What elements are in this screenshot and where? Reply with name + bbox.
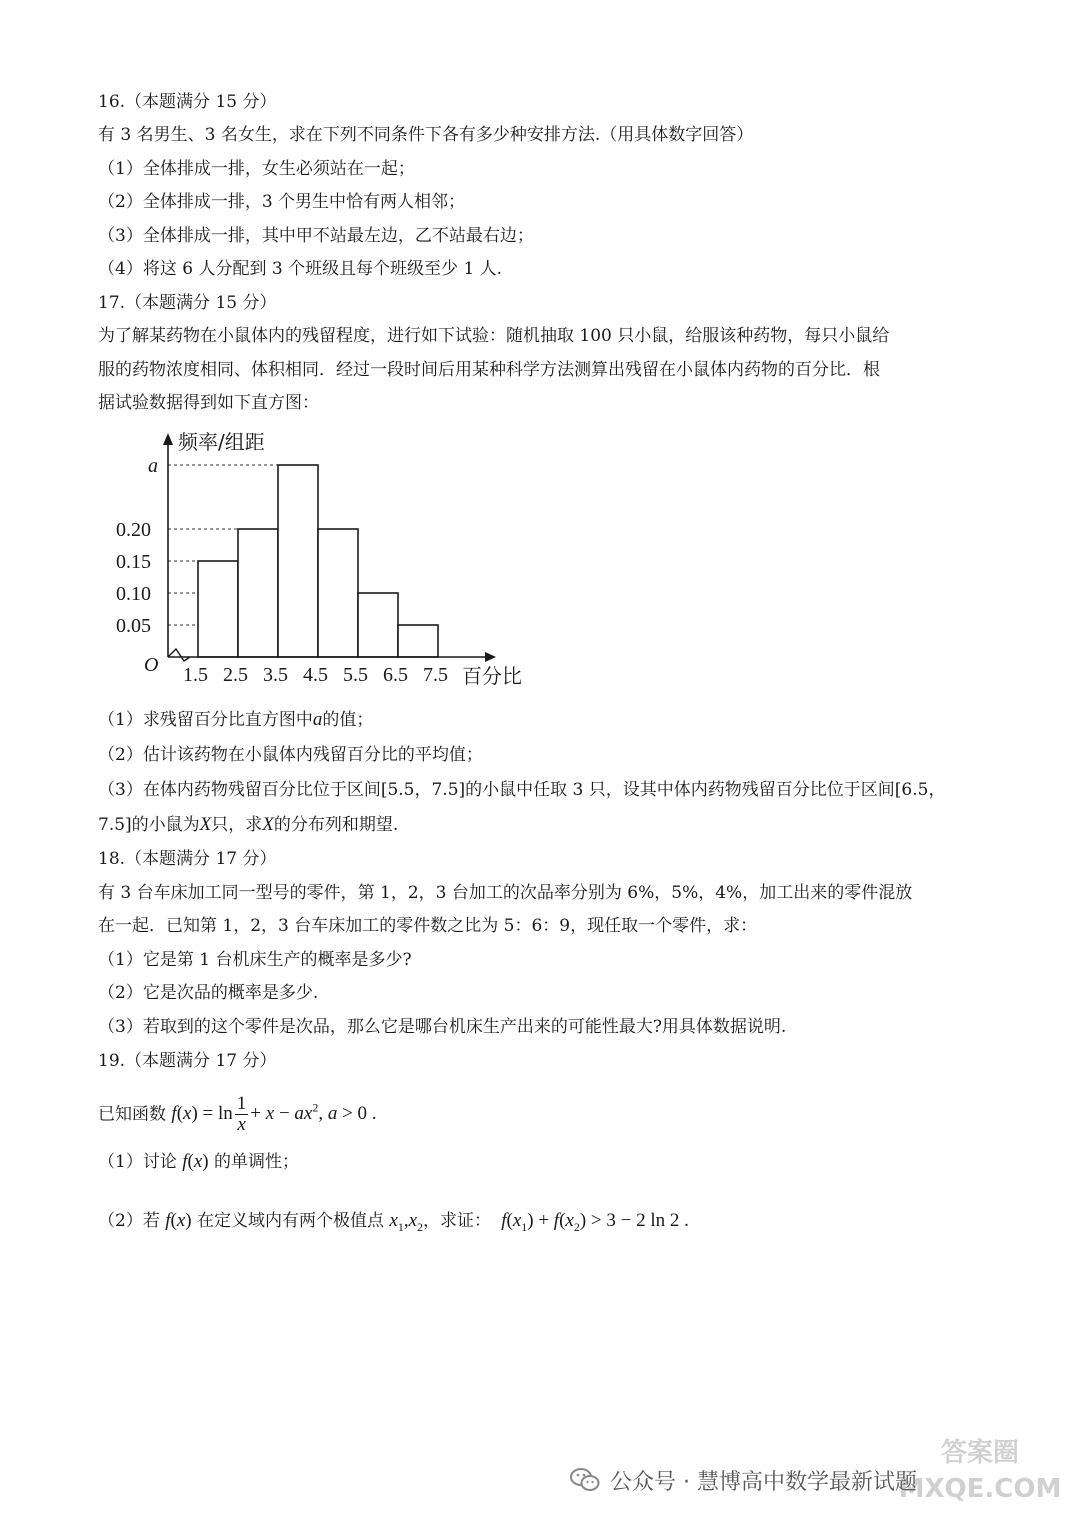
q18-item-1: （1）它是第 1 台机床生产的概率是多少? xyxy=(98,950,412,970)
q16-header: 16.（本题满分 15 分） xyxy=(98,92,277,112)
wechat-icon xyxy=(570,1467,600,1493)
function-definition: f(x) = ln $\frac{1}{x}$ + $x - ax^2$, a > 0 . xyxy=(171,1093,377,1136)
x-tick-label: 5.5 xyxy=(343,664,368,686)
var-x: X xyxy=(262,814,274,835)
q18-stem-line-2: 在一起．已知第 1，2，3 台车床加工的零件数之比为 5：6：9，现任取一个零件，求： xyxy=(98,916,758,936)
q17-item-3-line-2: 7.5]的小鼠为X只，求X的分布列和期望. xyxy=(98,814,399,835)
y-axis-label: 频率/组距 xyxy=(178,430,265,454)
q19-header: 19.（本题满分 17 分） xyxy=(98,1051,277,1071)
histogram-bar xyxy=(398,625,438,657)
x-axis-label: 百分比 xyxy=(462,664,522,688)
f-of-x: f(x) xyxy=(182,1151,209,1172)
q17-item-2: （2）估计该药物在小鼠体内残留百分比的平均值； xyxy=(98,745,483,765)
f-of-x: f(x) xyxy=(165,1210,192,1231)
y-axis-arrow xyxy=(163,433,173,445)
q17-item-1: （1）求残留百分比直方图中a的值； xyxy=(98,709,374,730)
footer xyxy=(570,1460,917,1500)
histogram-bar xyxy=(358,593,398,657)
axis-break xyxy=(168,649,190,661)
q17-stem-line-1: 为了解某药物在小鼠体内的残留程度，进行如下试验：随机抽取 100 只小鼠，给服该种药物，每只小鼠给 xyxy=(98,326,890,346)
x-tick-label: 7.5 xyxy=(423,664,448,686)
y-tick-label: a xyxy=(148,455,158,477)
histogram-bar xyxy=(238,529,278,657)
histogram-bar xyxy=(198,561,238,657)
q19-item-2: （2）若 f(x) 在定义域内有两个极值点 $x_1,x_2$，求证： $f(x_1) + f(x_2) > 3 - 2$ ln 2 . xyxy=(98,1210,689,1234)
watermark-logo: 答案圈 MXQE.COM xyxy=(898,1438,1062,1504)
x-tick-label: 1.5 xyxy=(183,664,208,686)
var-x: X xyxy=(199,814,212,835)
y-tick-label: 0.05 xyxy=(116,615,151,637)
q17-header: 17.（本题满分 15 分） xyxy=(98,293,277,313)
q16-item-2: （2）全体排成一排，3 个男生中恰有两人相邻； xyxy=(98,192,466,212)
histogram-bar xyxy=(318,529,358,657)
y-tick-label: 0.15 xyxy=(116,551,151,573)
q16-item-3: （3）全体排成一排，其中甲不站最左边，乙不站最右边； xyxy=(98,226,534,246)
q16-item-4: （4）将这 6 人分配到 3 个班级且每个班级至少 1 人. xyxy=(98,259,503,279)
q16-stem: 有 3 名男生、3 名女生，求在下列不同条件下各有多少种安排方法.（用具体数字回答） xyxy=(98,125,754,145)
q19-stem: 已知函数 f(x) = ln $\frac{1}{x}$ + $x - ax^2$, a > 0 . xyxy=(98,1093,377,1136)
q17-item-3-line-1: （3）在体内药物残留百分比位于区间[5.5，7.5]的小鼠中任取 3 只，设其中体内药物残留百分比位于区间[6.5， xyxy=(98,780,946,800)
q16-item-1: （1）全体排成一排，女生必须站在一起； xyxy=(98,159,415,179)
footer-text: 公众号 · 慧博高中数学最新试题 xyxy=(610,1469,917,1495)
q18-item-3: （3）若取到的这个零件是次品，那么它是哪台机床生产出来的可能性最大?用具体数据说明. xyxy=(98,1017,787,1037)
histogram-bar xyxy=(278,465,318,657)
inequality: $f(x_1) + f(x_2) > 3 - 2$ ln 2 . xyxy=(501,1210,689,1234)
y-tick-label: 0.10 xyxy=(116,583,151,605)
q17-stem-line-2: 服的药物浓度相同、体积相同．经过一段时间后用某种科学方法测算出残留在小鼠体内药物的百分比．根 xyxy=(98,360,880,380)
origin-label: O xyxy=(144,654,159,676)
x-tick-label: 3.5 xyxy=(263,664,288,686)
x-tick-label: 6.5 xyxy=(383,664,408,686)
q18-header: 18.（本题满分 17 分） xyxy=(98,849,277,869)
x-tick-label: 4.5 xyxy=(303,664,328,686)
x-axis-arrow xyxy=(485,652,496,662)
q18-item-2: （2）它是次品的概率是多少. xyxy=(98,983,319,1003)
q17-stem-line-3: 据试验数据得到如下直方图： xyxy=(98,393,319,413)
histogram-chart xyxy=(116,425,550,695)
x-tick-label: 2.5 xyxy=(223,664,248,686)
y-tick-label: 0.20 xyxy=(116,519,151,541)
q18-stem-line-1: 有 3 台车床加工同一型号的零件，第 1，2，3 台加工的次品率分别为 6%，5%，4%，加工出来的零件混放 xyxy=(98,883,913,903)
q19-item-1: （1）讨论 f(x) 的单调性； xyxy=(98,1151,300,1172)
var-a: a xyxy=(312,709,323,730)
extreme-points: $x_1,x_2$ xyxy=(389,1210,424,1234)
